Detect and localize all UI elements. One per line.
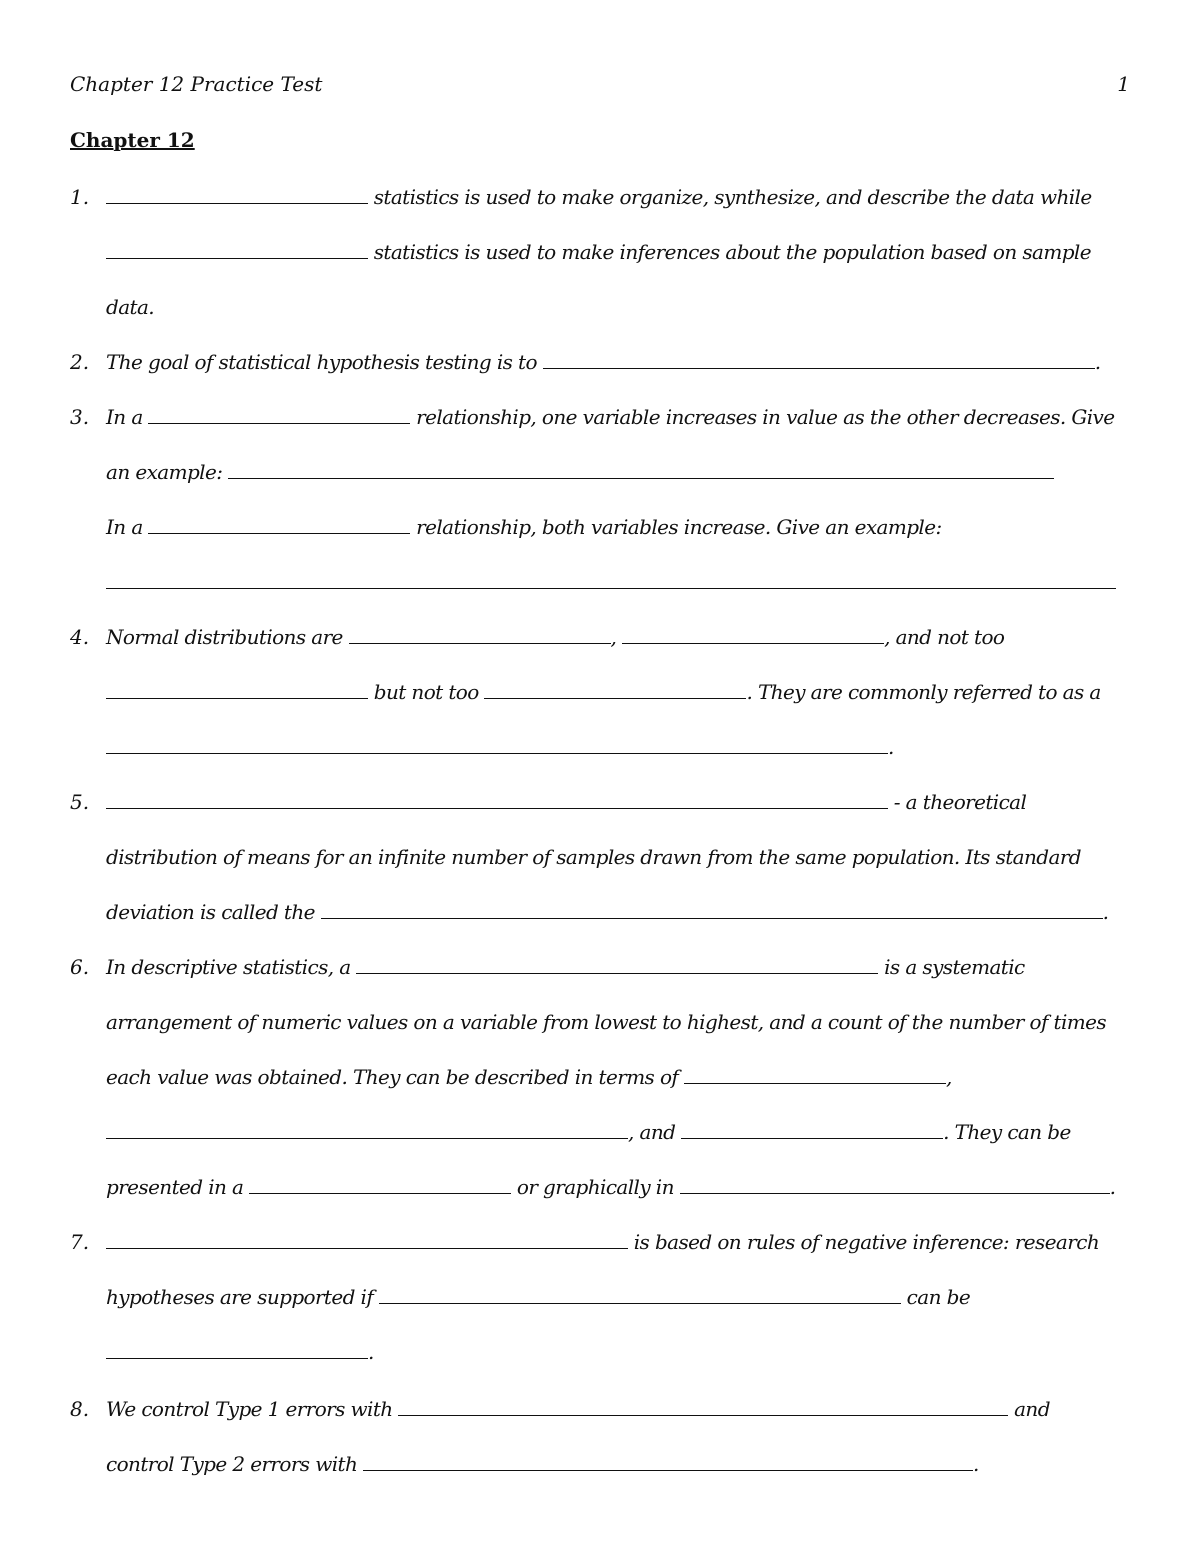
answer-blank[interactable] bbox=[622, 623, 884, 644]
answer-blank[interactable] bbox=[106, 788, 888, 809]
answer-blank[interactable] bbox=[484, 678, 746, 699]
q7-line-2: hypotheses are supported if can be bbox=[106, 1285, 971, 1309]
answer-blank[interactable] bbox=[106, 1338, 368, 1359]
q6-line-5: presented in a or graphically in . bbox=[106, 1175, 1116, 1199]
answer-blank[interactable] bbox=[543, 348, 1095, 369]
running-header bbox=[70, 72, 1130, 96]
question-number-2: 2. bbox=[70, 350, 90, 374]
q5-line-3: deviation is called the . bbox=[106, 900, 1109, 924]
question-number-6: 6. bbox=[70, 955, 90, 979]
q1-line-2: statistics is used to make inferences about the population based on sample bbox=[106, 238, 1126, 266]
q4-line-2: but not too . They are commonly referred to as a bbox=[106, 678, 1126, 706]
q3-line-3: In a relationship, both variables increase. Give an example: bbox=[106, 515, 942, 539]
answer-blank[interactable] bbox=[106, 238, 368, 259]
q8-line-1: We control Type 1 errors with and bbox=[106, 1397, 1050, 1421]
q6-line-1: In descriptive statistics, a is a systematic bbox=[106, 955, 1025, 979]
question-number-4: 4. bbox=[70, 625, 90, 649]
answer-blank[interactable] bbox=[106, 1228, 628, 1249]
answer-blank[interactable] bbox=[379, 1283, 901, 1304]
answer-blank[interactable] bbox=[106, 1118, 628, 1139]
q3-line-4 bbox=[106, 568, 1126, 596]
q3-line-2: an example: bbox=[106, 458, 1126, 486]
answer-blank[interactable] bbox=[106, 678, 368, 699]
answer-blank[interactable] bbox=[106, 733, 888, 754]
q3-line-1: In a relationship, one variable increases in value as the other decreases. Give bbox=[106, 405, 1115, 429]
answer-blank[interactable] bbox=[106, 568, 1116, 589]
answer-blank[interactable] bbox=[684, 1063, 946, 1084]
running-title: Chapter 12 Practice Test bbox=[70, 72, 323, 96]
q5-line-1: - a theoretical bbox=[106, 788, 1126, 816]
question-number-1: 1. bbox=[70, 185, 90, 209]
answer-blank[interactable] bbox=[349, 623, 611, 644]
q2-line-1: The goal of statistical hypothesis testing is to . bbox=[106, 350, 1101, 374]
answer-blank[interactable] bbox=[148, 513, 410, 534]
q1-line-1: statistics is used to make organize, synthesize, and describe the data while bbox=[106, 183, 1126, 211]
chapter-title: Chapter 12 bbox=[70, 128, 195, 152]
page-number: 1 bbox=[1117, 72, 1130, 96]
answer-blank[interactable] bbox=[680, 1173, 1110, 1194]
q5-line-2: distribution of means for an infinite number of samples drawn from the same population. Its standard bbox=[106, 845, 1081, 869]
q6-line-4: , and . They can be bbox=[106, 1118, 1126, 1146]
q8-line-2: control Type 2 errors with . bbox=[106, 1452, 979, 1476]
answer-blank[interactable] bbox=[398, 1395, 1008, 1416]
question-number-5: 5. bbox=[70, 790, 90, 814]
answer-blank[interactable] bbox=[106, 183, 368, 204]
q4-line-3: . bbox=[106, 733, 1126, 761]
answer-blank[interactable] bbox=[681, 1118, 943, 1139]
answer-blank[interactable] bbox=[249, 1173, 511, 1194]
answer-blank[interactable] bbox=[356, 953, 878, 974]
question-number-8: 8. bbox=[70, 1397, 90, 1421]
answer-blank[interactable] bbox=[321, 898, 1103, 919]
q4-line-1: Normal distributions are , , and not too bbox=[106, 625, 1005, 649]
question-number-7: 7. bbox=[70, 1230, 90, 1254]
answer-blank[interactable] bbox=[363, 1450, 973, 1471]
answer-blank[interactable] bbox=[228, 458, 1054, 479]
q6-line-2: arrangement of numeric values on a variable from lowest to highest, and a count of the number of times bbox=[106, 1010, 1107, 1034]
question-number-3: 3. bbox=[70, 405, 90, 429]
q6-line-3: each value was obtained. They can be described in terms of , bbox=[106, 1065, 952, 1089]
q7-line-1: is based on rules of negative inference: research bbox=[106, 1228, 1126, 1256]
q7-line-3: . bbox=[106, 1338, 1126, 1366]
answer-blank[interactable] bbox=[148, 403, 410, 424]
q1-line-3: data. bbox=[106, 295, 155, 319]
